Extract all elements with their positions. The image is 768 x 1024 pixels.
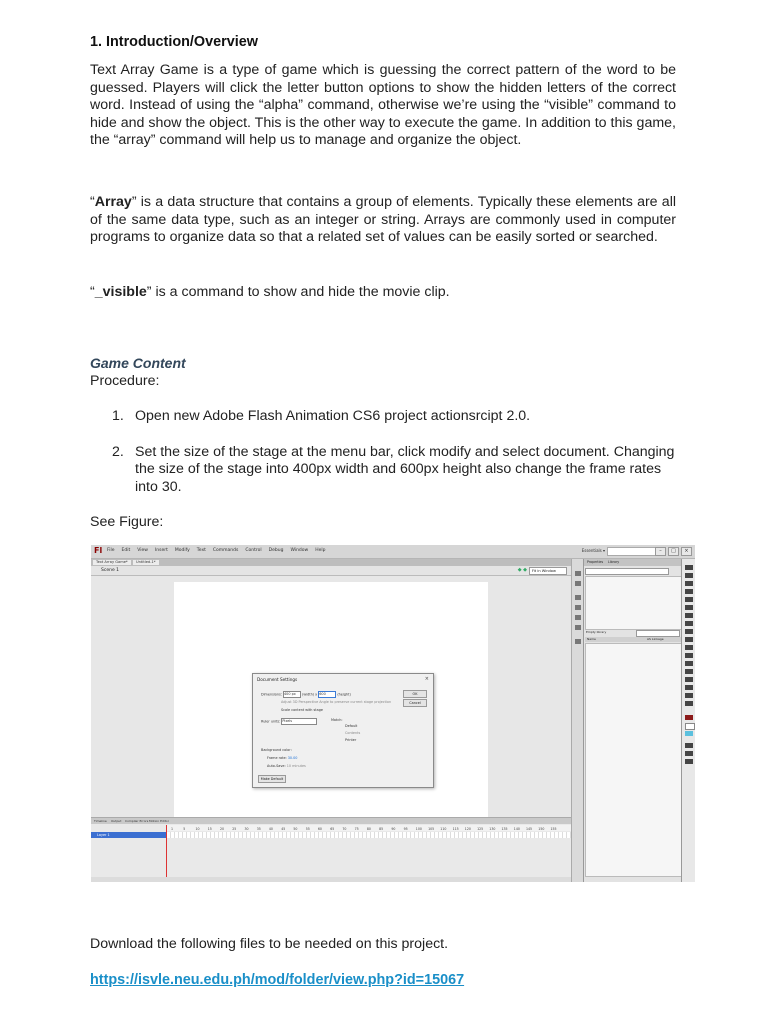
lasso-tool-icon[interactable] [685,597,693,602]
eraser-tool-icon[interactable] [685,685,693,690]
panel-icon[interactable] [575,595,581,600]
text-tool-icon[interactable] [685,613,693,618]
tools-panel [681,559,695,882]
ruler-tick-label: 60 [317,827,322,831]
edit-symbol-icons[interactable]: ◆ ◆ [517,567,527,573]
panel-icon[interactable] [575,571,581,576]
menu-view[interactable]: View [137,548,148,553]
frame-rate-row [267,756,297,760]
properties-library-panel [583,559,682,882]
close-icon[interactable]: × [681,547,692,556]
swap-colors-icon[interactable] [685,731,693,736]
ruler-tick-label: 145 [526,827,533,831]
dimensions-label: Dimensions: [261,692,282,697]
list-item [90,444,680,497]
pen-tool-icon[interactable] [685,605,693,610]
adjust-3d-checkbox-label[interactable]: Adjust 3D Perspective Angle to preserve current stage projection [281,700,392,704]
array-open-quote: “ [90,194,95,210]
document-settings-dialog [252,673,434,788]
match-contents-radio[interactable]: Contents [345,731,361,735]
close-icon[interactable]: × [424,676,429,682]
autosave-value[interactable]: 10 minutes [286,764,306,768]
tab-timeline[interactable]: Timeline [94,819,107,823]
tab-library[interactable]: Library [608,560,620,564]
deco-tool-icon[interactable] [685,653,693,658]
download-instruction: Download the following files to be needed on this project. [90,936,449,952]
step-text: Set the size of the stage at the menu bar, click modify and select document. Changing the size of the stage into 400px width and 600px height also change the frame rates into 30. [135,443,675,495]
ruler-units-label: Ruler units: [261,719,281,724]
procedure-label: Procedure: [90,373,160,389]
step-number: 1. [112,408,124,424]
autosave-row [267,764,306,768]
autosave-label: Auto-Save: [267,764,286,768]
library-count: Empty library [586,630,607,634]
hand-tool-icon[interactable] [685,693,693,698]
match-label: Match: [331,718,343,722]
zoom-tool-icon[interactable] [685,701,693,706]
download-link[interactable]: https://isvle.neu.edu.ph/mod/folder/view.php?id=15067 [90,972,465,988]
3d-rotation-tool-icon[interactable] [685,589,693,594]
scale-content-checkbox-label[interactable]: Scale content with stage [281,708,323,712]
array-definition [90,194,676,247]
ruler-tick-label: 1 [171,827,174,831]
ruler-tick-label: 150 [538,827,545,831]
menu-commands[interactable]: Commands [212,548,239,553]
array-term: Array [94,194,132,210]
eyedropper-tool-icon[interactable] [685,677,693,682]
ruler-tick-label: 90 [391,827,396,831]
ruler-tick-label: 70 [342,827,347,831]
ruler-tick-label: 15 [207,827,212,831]
visible-open-quote: “ [90,284,95,300]
ruler-tick-label: 135 [501,827,508,831]
stroke-color-icon[interactable] [685,715,693,720]
frame-rate-value[interactable]: 30.00 [287,756,298,760]
ruler-tick-label: 155 [550,827,557,831]
zoom-select[interactable]: Fit in Window [529,567,567,575]
timeline-footer [91,877,571,882]
game-content-heading: Game Content [90,355,186,371]
menu-text[interactable]: Text [196,548,206,553]
background-color-label: Background color: [261,748,292,752]
frame-rate-label: Frame rate: [267,756,287,760]
ruler-tick-label: 125 [477,827,484,831]
ruler-tick-label: 95 [403,827,408,831]
visible-definition [90,284,676,302]
panel-icon[interactable] [575,605,581,610]
ruler-tick-label: 50 [293,827,298,831]
tab-properties[interactable]: Properties [587,560,604,564]
array-definition-text: ” is a data structure that contains a group of elements. Typically these elements are all of the same data type, such as an integer or string. Arrays are commonly used in computer programs to organize data so that a related set of values can be easily sorted or searched. [90,194,676,246]
list-item [90,408,680,426]
menu-window[interactable]: Window [290,548,309,553]
app-titlebar [91,545,695,559]
edit-bar [91,566,571,576]
ruler-tick-label: 110 [440,827,447,831]
tab-compiler-errors[interactable]: Compiler Errors [125,819,149,823]
ruler-tick-label: 55 [305,827,310,831]
height-field[interactable]: 600 [318,691,336,698]
step-number: 2. [112,443,124,460]
paint-bucket-tool-icon[interactable] [685,669,693,674]
ruler-tick-label: 35 [256,827,261,831]
tab-motion-editor[interactable]: Motion Editor [149,819,170,823]
snap-icon[interactable] [685,743,693,748]
scene-label[interactable]: Scene 1 [101,568,120,573]
menu-control[interactable]: Control [245,548,262,553]
ruler-tick-label: 10 [195,827,200,831]
panel-icon[interactable] [575,639,581,644]
menu-bar [107,548,325,553]
brush-tool-icon[interactable] [685,645,693,650]
ruler-tick-label: 115 [452,827,459,831]
library-col-linkage[interactable]: AS Linkage [647,637,664,641]
smooth-icon[interactable] [685,751,693,756]
ruler-tick-label: 80 [366,827,371,831]
ruler-tick-label: 30 [244,827,249,831]
ruler-tick-label: 20 [220,827,225,831]
section-heading: 1. Introduction/Overview [90,34,258,50]
help-search-input[interactable] [607,547,657,556]
menu-insert[interactable]: Insert [154,548,168,553]
ruler-tick-label: 25 [232,827,237,831]
document-tabs [91,559,571,566]
ruler-tick-label: 45 [281,827,286,831]
height-unit-label: (height) [337,692,351,697]
frame-cells[interactable] [167,832,571,838]
tab-output[interactable]: Output [111,819,122,823]
subselection-tool-icon[interactable] [685,573,693,578]
timeline-panel [91,817,571,882]
library-document-select[interactable] [585,568,669,575]
dialog-title: Document Settings [257,677,298,682]
library-search-input[interactable] [636,630,680,637]
library-list [585,643,683,877]
fill-color-icon[interactable] [685,723,695,730]
step-text: Open new Adobe Flash Animation CS6 project actionsrcipt 2.0. [135,408,531,424]
library-column-header [585,637,681,642]
ruler-ticks [167,825,571,831]
flash-screenshot-figure [91,545,695,882]
layer-row[interactable]: Layer 1 [91,832,167,838]
panel-icon[interactable] [575,625,581,630]
procedure-steps [90,408,680,514]
intro-paragraph: Text Array Game is a type of game which is guessing the correct pattern of the word to be guessed. Players will click the letter button options to show the hidden letters of the correct word. Instead of using the “alpha” command, otherwise we’re using the “visible” command to hide and show the object. This is the other way to execute the game. In addition to this game, the “array” command will help us to manage and organize the object. [90,62,676,149]
ruler-tick-label: 100 [415,827,422,831]
ruler-tick-label: 85 [379,827,384,831]
dimensions-row [261,691,351,698]
menu-debug[interactable]: Debug [268,548,284,553]
menu-modify[interactable]: Modify [174,548,190,553]
bone-tool-icon[interactable] [685,661,693,666]
ruler-tick-label: 75 [354,827,359,831]
tab-untitled[interactable]: Untitled-1* [133,560,159,565]
frame-ruler[interactable] [167,825,571,831]
pencil-tool-icon[interactable] [685,637,693,642]
panel-icon[interactable] [575,615,581,620]
pasteboard [91,576,571,817]
see-figure-label: See Figure: [90,514,164,530]
transform-tool-icon[interactable] [685,581,693,586]
library-preview [585,576,683,630]
panel-tabs [584,559,682,566]
visible-term: _visible [94,284,147,300]
menu-edit[interactable]: Edit [121,548,131,553]
match-default-radio[interactable]: Default [345,724,358,728]
selection-tool-icon[interactable] [685,565,693,570]
ruler-tick-label: 140 [513,827,520,831]
flash-logo: Fl [94,546,103,555]
ruler-tick-label: 130 [489,827,496,831]
rectangle-tool-icon[interactable] [685,629,693,634]
minimize-icon[interactable]: – [655,547,666,556]
width-field[interactable]: 400 px [283,691,301,698]
maximize-icon[interactable]: □ [668,547,679,556]
width-unit-label: (width) x [302,692,318,697]
library-col-name[interactable]: Name [587,637,596,641]
ruler-tick-label: 65 [330,827,335,831]
visible-definition-text: ” is a command to show and hide the movie clip. [146,284,450,300]
ruler-tick-label: 5 [183,827,186,831]
workspace-switcher[interactable]: Essentials ▾ [581,548,605,553]
timeline-tabs [91,818,571,824]
tab-text-array-game[interactable]: Text Array Game* [93,560,131,565]
line-tool-icon[interactable] [685,621,693,626]
ok-button[interactable]: OK [403,690,427,698]
window-controls [655,547,692,556]
match-printer-radio[interactable]: Printer [345,738,357,742]
cancel-button[interactable]: Cancel [403,699,427,707]
ruler-tick-label: 105 [428,827,435,831]
ruler-tick-label: 40 [268,827,273,831]
menu-help[interactable]: Help [315,548,326,553]
straighten-icon[interactable] [685,759,693,764]
menu-file[interactable]: File [107,548,115,553]
make-default-button[interactable]: Make Default [258,775,286,783]
playhead[interactable] [166,825,167,882]
ruler-tick-label: 120 [464,827,471,831]
panel-icon[interactable] [575,581,581,586]
ruler-units-select[interactable]: Pixels [281,718,317,725]
ruler-units-row [261,718,317,725]
